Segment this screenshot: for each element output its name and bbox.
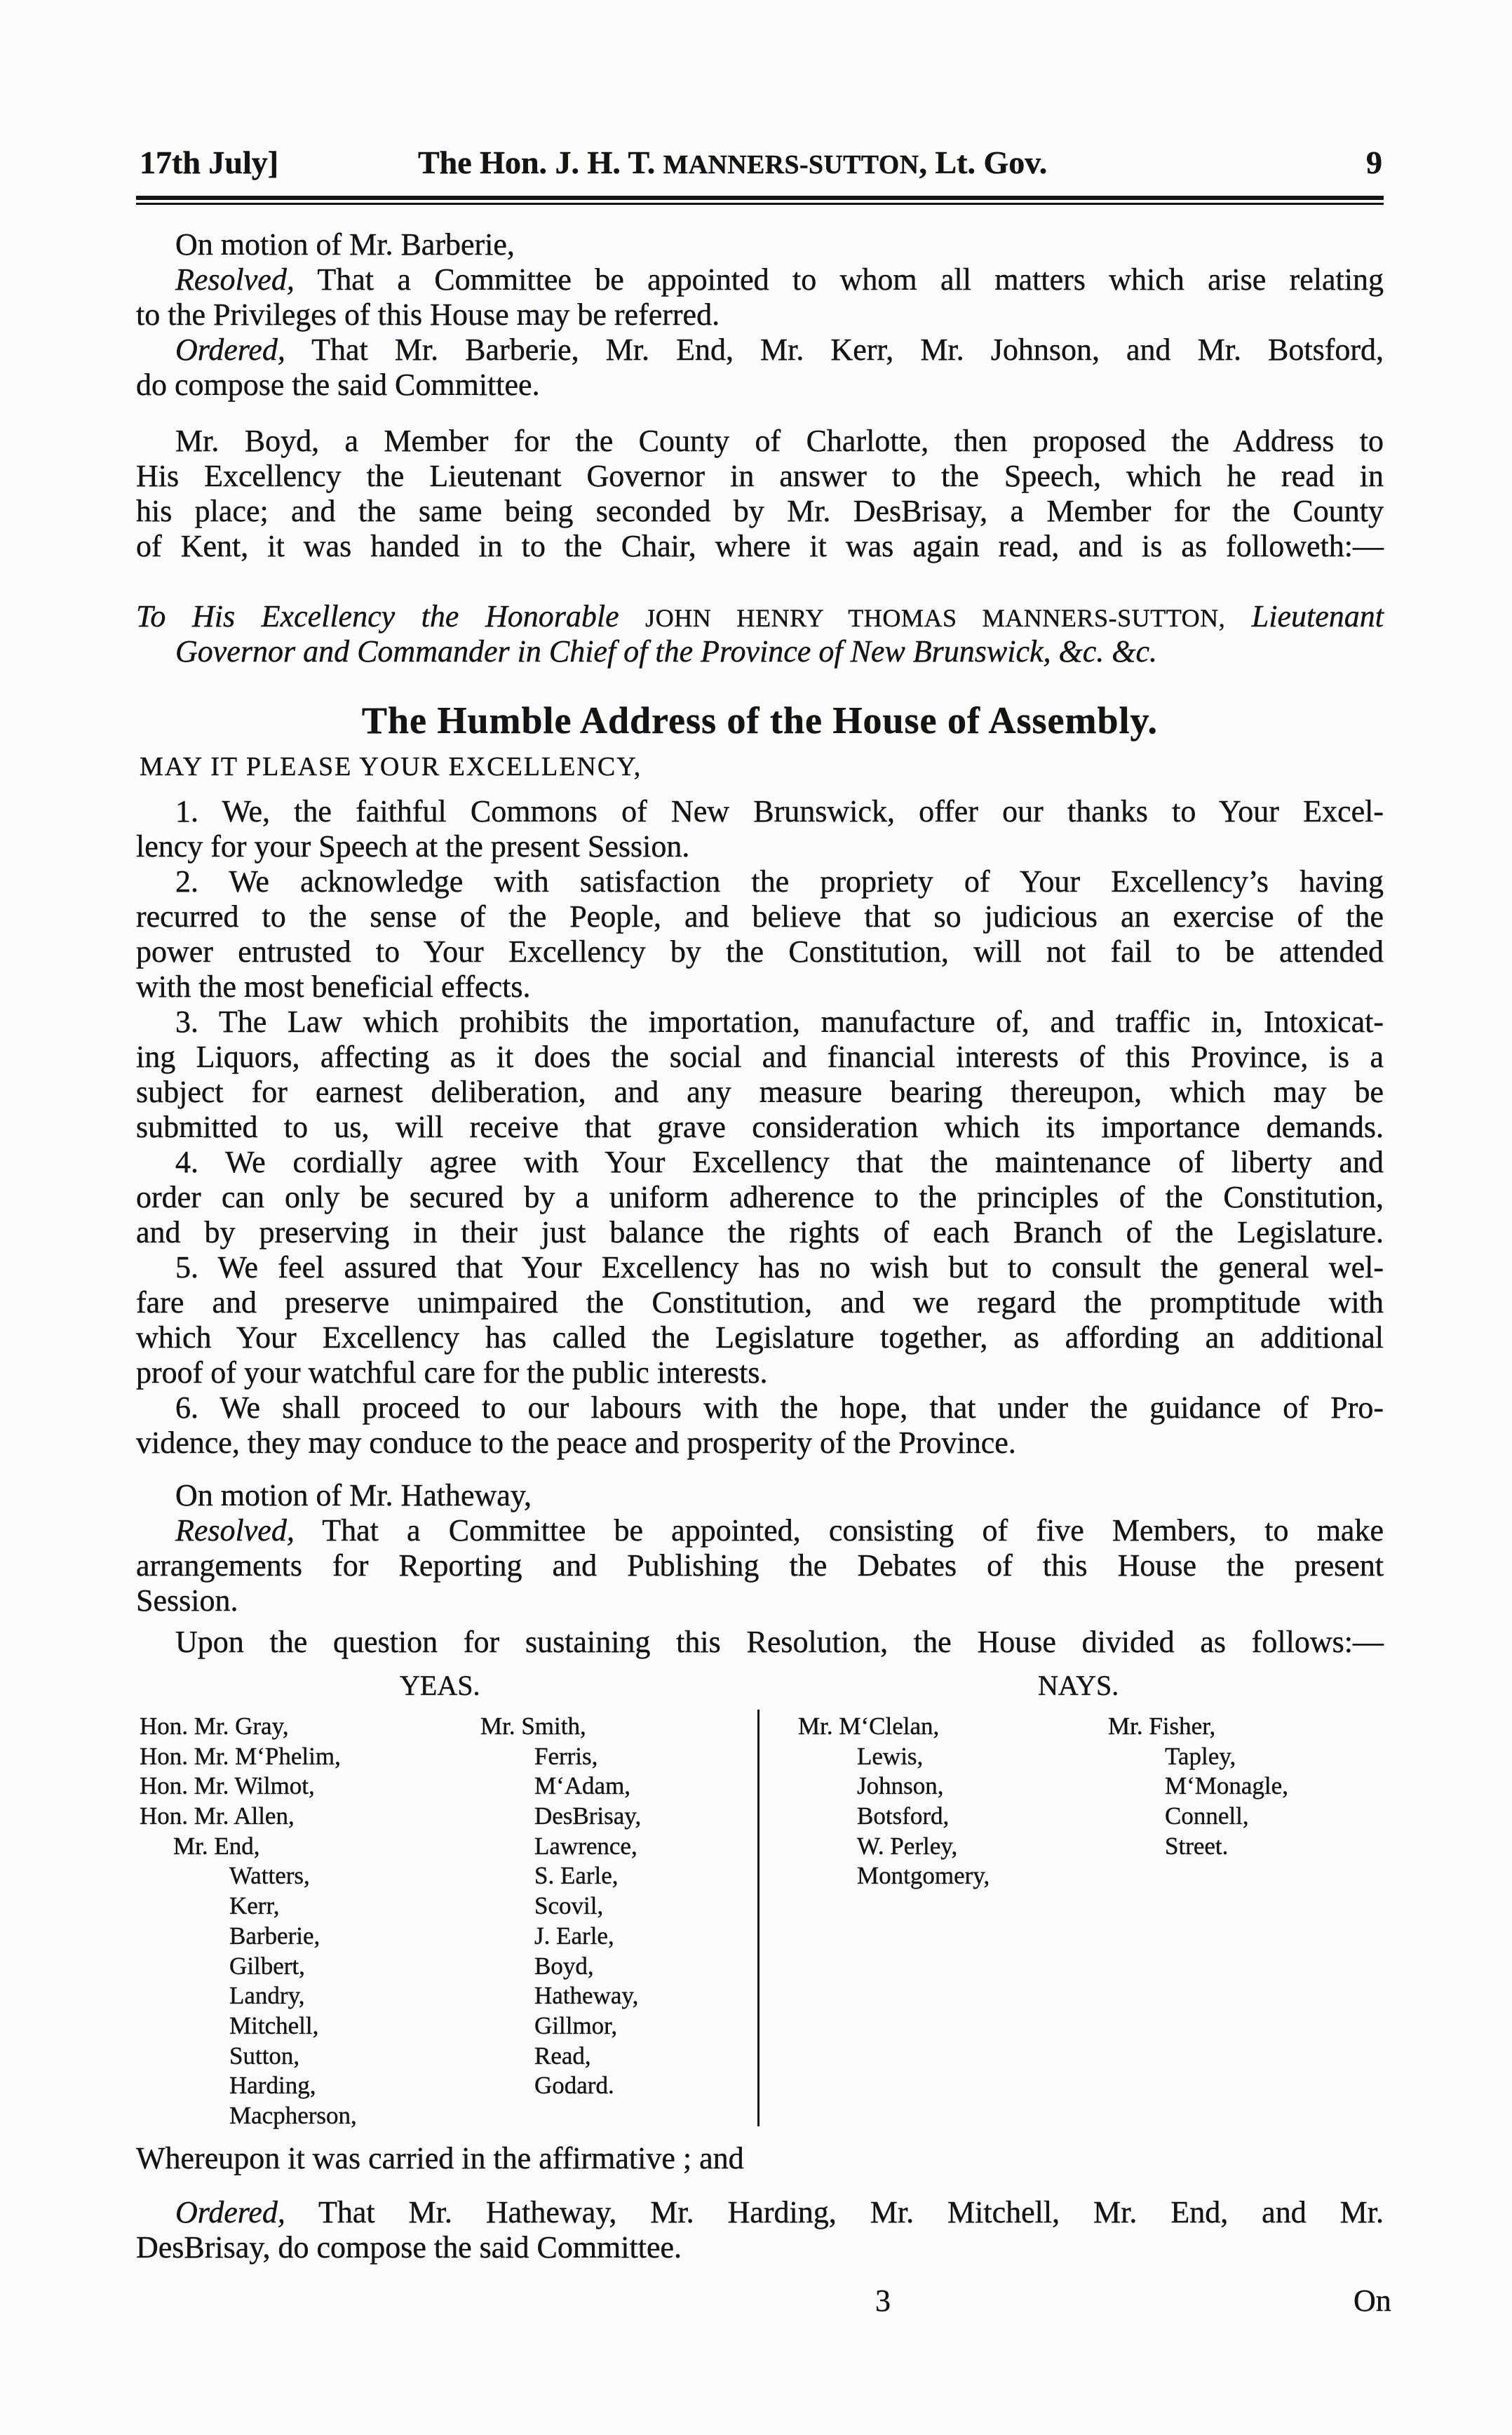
boyd-motion — [136, 424, 1384, 564]
order-text: That Mr. Hatheway, Mr. Harding, Mr. Mitchell, Mr. End, and Mr. — [285, 2195, 1384, 2229]
resolution-line: arrangements for Reporting and Publishing the Debates of this House the present — [136, 1548, 1384, 1583]
resolution-text: That a Committee be appointed, consisting of five Members, to make — [294, 1513, 1384, 1548]
address-paragraph-2: 2. We acknowledge with satisfaction the propriety of Your Excellency’s having — [175, 864, 1384, 899]
member-name: Scovil, — [534, 1892, 604, 1920]
resolved-label: Resolved, — [175, 1513, 295, 1548]
resolution-line: to the Privileges of this House may be referred. — [136, 297, 720, 332]
motion-intro: On motion of Mr. Barberie, — [175, 227, 515, 262]
running-head-date: 17th July] — [140, 145, 279, 180]
address-paragraph-3: subject for earnest deliberation, and any measure bearing thereupon, which may be — [136, 1075, 1384, 1109]
member-name: M‘Adam, — [534, 1772, 631, 1800]
running-head-title-name: MANNERS-SUTTON — [663, 150, 919, 180]
member-name: Mr. End, — [173, 1832, 260, 1860]
header-rule-thick — [136, 196, 1384, 200]
order-line — [136, 2195, 1384, 2230]
yeas-column-1 — [140, 1712, 357, 2131]
resolution-line — [136, 1513, 1384, 1548]
member-name: Gillmor, — [534, 2011, 618, 2039]
ordered-committee — [136, 2195, 1384, 2265]
address-title: The Humble Address of the House of Assembly. — [361, 699, 1159, 742]
member-name: J. Earle, — [534, 1921, 614, 1950]
signature-mark: 3 — [875, 2283, 891, 2318]
member-name: Tapley, — [1165, 1742, 1236, 1770]
member-name: Street. — [1165, 1832, 1229, 1860]
order-text: That Mr. Barberie, Mr. End, Mr. Kerr, Mr. Johnson, and Mr. Botsford, — [285, 333, 1384, 367]
address-paragraph-3: submitted to us, will receive that grave consideration which its importance demands. — [136, 1110, 1384, 1144]
resolution-line — [136, 262, 1384, 297]
motion-hatheway — [136, 1478, 1384, 1618]
member-name: Lawrence, — [534, 1832, 637, 1860]
order-line — [136, 333, 1384, 368]
motion-intro: On motion of Mr. Hatheway, — [175, 1478, 532, 1512]
address-paragraph-1: lency for your Speech at the present Session. — [136, 829, 690, 864]
member-name: Hon. Mr. Allen, — [140, 1802, 295, 1830]
member-name: W. Perley, — [857, 1832, 958, 1860]
member-name: Ferris, — [534, 1742, 598, 1770]
order-line: do compose the said Committee. — [136, 368, 540, 402]
address-paragraph-1: 1. We, the faithful Commons of New Brunswick, offer our thanks to Your Excel- — [175, 794, 1384, 829]
resolution-text: That a Committee be appointed to whom all matters which arise relating — [294, 262, 1384, 297]
member-name: Mr. Smith, — [480, 1712, 586, 1740]
address-paragraph-5: which Your Excellency has called the Legislature together, as affording an additional — [136, 1320, 1384, 1355]
division-result-line: Whereupon it was carried in the affirmative ; and — [136, 2141, 744, 2175]
member-name: Gilbert, — [229, 1952, 305, 1980]
member-name: Landry, — [229, 1982, 305, 2010]
member-name: Hon. Mr. Gray, — [140, 1712, 289, 1740]
member-name: Montgomery, — [857, 1862, 990, 1890]
ordered-label: Ordered, — [175, 2195, 285, 2229]
nays-label: NAYS. — [1038, 1670, 1119, 1701]
member-name: Lewis, — [857, 1742, 924, 1770]
member-name: Connell, — [1165, 1802, 1249, 1830]
member-name: Johnson, — [857, 1772, 944, 1800]
member-name: Macpherson, — [229, 2101, 357, 2129]
address-body — [136, 794, 1384, 1461]
member-name: Harding, — [229, 2072, 316, 2100]
member-name: Boyd, — [534, 1952, 594, 1980]
member-name: Hon. Mr. M‘Phelim, — [140, 1742, 341, 1770]
address-paragraph-6: vidence, they may conduce to the peace and prosperity of the Province. — [136, 1426, 1016, 1460]
address-paragraph-5: 5. We feel assured that Your Excellency has no wish but to consult the general wel- — [175, 1250, 1384, 1284]
member-name: DesBrisay, — [534, 1802, 642, 1830]
paragraph-line: Mr. Boyd, a Member for the County of Charlotte, then proposed the Address to — [175, 424, 1384, 458]
motion-barberie — [136, 227, 1384, 403]
division-question-line: Upon the question for sustaining this Resolution, the House divided as follows:— — [175, 1625, 1384, 1659]
member-name: Mitchell, — [229, 2011, 319, 2039]
address-paragraph-4: 4. We cordially agree with Your Excellency that the maintenance of liberty and — [175, 1145, 1384, 1179]
member-name: Godard. — [534, 2072, 614, 2100]
address-paragraph-3: ing Liquors, affecting as it does the social and financial interests of this Province, is a — [136, 1040, 1384, 1074]
address-paragraph-4: and by preserving in their just balance the rights of each Branch of the Legislature. — [136, 1215, 1384, 1249]
member-name: Sutton, — [229, 2041, 300, 2070]
running-head-title — [418, 144, 1047, 184]
address-paragraph-3: 3. The Law which prohibits the importation, manufacture of, and traffic in, Intoxicat- — [175, 1005, 1384, 1039]
order-line: DesBrisay, do compose the said Committee. — [136, 2230, 682, 2265]
running-head-title-suffix: , Lt. Gov. — [919, 145, 1048, 180]
header-rule-thin — [136, 203, 1384, 205]
superscription-prefix: To His Excellency the Honorable — [136, 599, 646, 633]
resolved-label: Resolved, — [175, 262, 295, 297]
address-paragraph-2: with the most beneficial effects. — [136, 970, 531, 1004]
member-name: Read, — [534, 2041, 591, 2070]
nays-column-2 — [1108, 1712, 1288, 1861]
member-name: S. Earle, — [534, 1862, 619, 1890]
superscription-suffix: Lieutenant — [1225, 599, 1384, 633]
yeas-column-2 — [480, 1712, 641, 2101]
address-paragraph-6: 6. We shall proceed to our labours with the hope, that under the guidance of Pro- — [175, 1390, 1384, 1425]
member-name: M‘Monagle, — [1165, 1772, 1288, 1800]
yeas-label: YEAS. — [400, 1670, 480, 1701]
resolution-line: Session. — [136, 1583, 238, 1618]
superscription-line: Governor and Commander in Chief of the Province of New Brunswick, &c. &c. — [175, 634, 1158, 669]
address-paragraph-5: proof of your watchful care for the public interests. — [136, 1355, 768, 1390]
division-result — [136, 2141, 1384, 2176]
member-name: Hon. Mr. Wilmot, — [140, 1772, 315, 1800]
catchword: On — [1354, 2283, 1391, 2318]
member-name: Barberie, — [229, 1921, 320, 1950]
paragraph-line: His Excellency the Lieutenant Governor in answer to the Speech, which he read in — [136, 459, 1384, 493]
division-question — [136, 1625, 1384, 1660]
member-name: Botsford, — [857, 1802, 950, 1830]
ordered-label: Ordered, — [175, 333, 285, 367]
superscription-name: JOHN HENRY THOMAS MANNERS-SUTTON, — [645, 604, 1226, 632]
address-paragraph-2: recurred to the sense of the People, and believe that so judicious an exercise of the — [136, 899, 1384, 934]
member-name: Kerr, — [229, 1892, 280, 1920]
member-name: Watters, — [229, 1862, 310, 1890]
paragraph-line: of Kent, it was handed in to the Chair, where it was again read, and is as followeth:— — [136, 529, 1384, 563]
paragraph-line: his place; and the same being seconded by Mr. DesBrisay, a Member for the County — [136, 494, 1384, 528]
page-number: 9 — [1366, 145, 1382, 180]
member-name: Mr. Fisher, — [1108, 1712, 1216, 1740]
member-name: Hatheway, — [534, 1982, 639, 2010]
superscription-line — [136, 599, 1384, 634]
address-salutation: MAY IT PLEASE YOUR EXCELLENCY, — [140, 752, 642, 782]
address-paragraph-5: fare and preserve unimpaired the Constitution, and we regard the promptitude with — [136, 1285, 1384, 1320]
nays-column-1 — [798, 1712, 990, 1891]
member-name: Mr. M‘Clelan, — [798, 1712, 940, 1740]
address-paragraph-2: power entrusted to Your Excellency by the Constitution, will not fail to be attended — [136, 934, 1384, 969]
address-paragraph-4: order can only be secured by a uniform adherence to the principles of the Constitution, — [136, 1180, 1384, 1214]
address-superscription — [136, 599, 1384, 669]
division-separator-rule — [757, 1710, 760, 2126]
running-head-title-prefix: The Hon. J. H. T. — [418, 145, 663, 180]
